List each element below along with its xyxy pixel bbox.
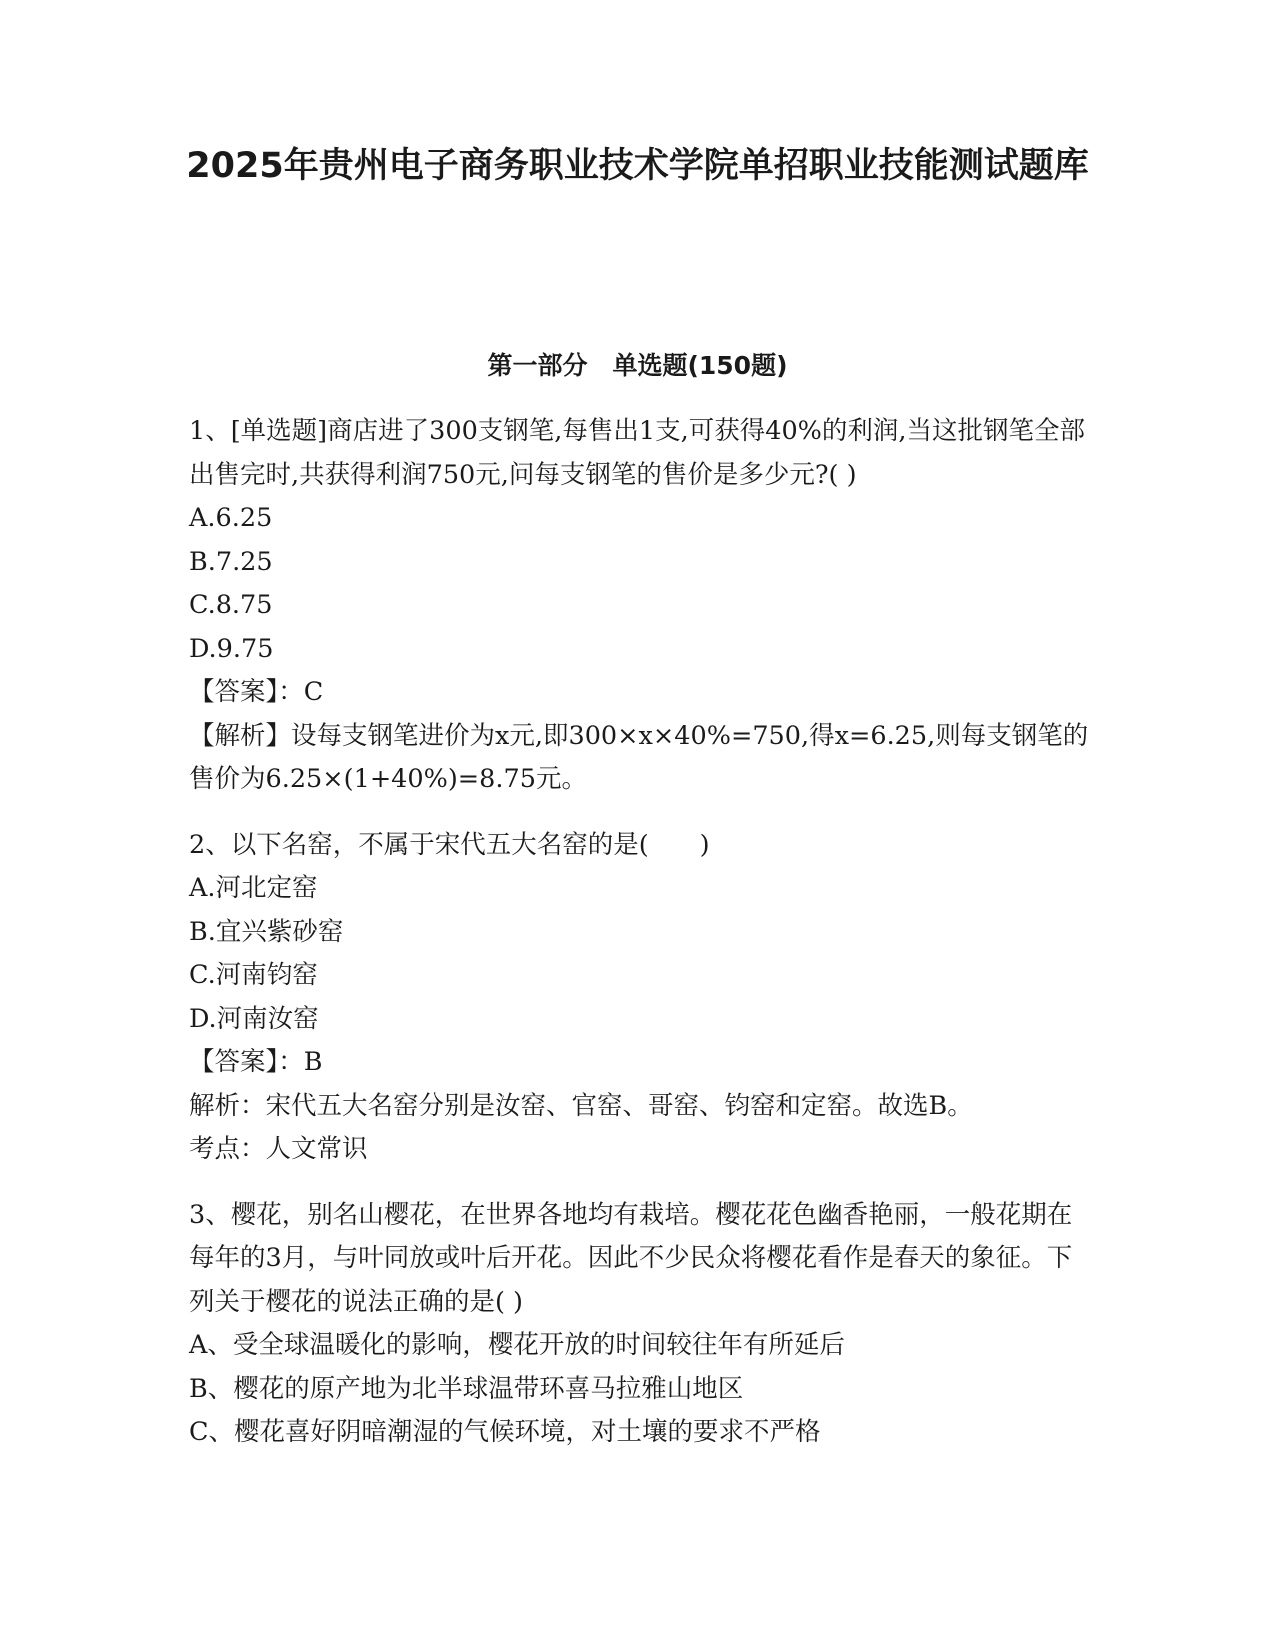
option-c: C.8.75 <box>189 590 273 620</box>
option-a: A.河北定窑 <box>189 873 318 903</box>
answer-text: 【答案】：C <box>189 677 324 707</box>
section-heading: 第一部分 单选题(150题) <box>487 351 788 380</box>
question-1 <box>189 410 1089 802</box>
answer-text: 【答案】：B <box>189 1047 323 1077</box>
question-3 <box>189 1194 1089 1455</box>
option-c: C.河南钧窑 <box>189 960 318 990</box>
option-a: A.6.25 <box>189 503 273 533</box>
option-b: B、樱花的原产地为北半球温带环喜马拉雅山地区 <box>189 1373 744 1404</box>
question-2 <box>189 824 1089 1172</box>
question-list <box>189 410 1089 1477</box>
analysis-text: 【解析】设每支钢笔进价为x元,即300×x×40%=750,得x=6.25,则每支钢笔的售价为6.25×(1+40%)=8.75元。 <box>189 720 1089 794</box>
option-b: B.宜兴紫砂窑 <box>189 916 344 947</box>
question-stem: 2、以下名窑，不属于宋代五大名窑的是( ) <box>189 829 710 860</box>
option-d: D.9.75 <box>189 633 274 664</box>
knowledge-point-text: 考点：人文常识 <box>189 1134 368 1164</box>
analysis-text: 解析：宋代五大名窑分别是汝窑、官窑、哥窑、钧窑和定窑。故选B。 <box>189 1090 973 1121</box>
option-c: C、樱花喜好阴暗潮湿的气候环境，对土壤的要求不严格 <box>189 1417 821 1447</box>
question-stem: 3、樱花，别名山樱花，在世界各地均有栽培。樱花花色幽香艳丽，一般花期在每年的3月，与叶同放或叶后开花。因此不少民众将樱花看作是春天的象征。下列关于樱花的说法正确的是( ) <box>189 1199 1073 1317</box>
option-a: A、受全球温暖化的影响，樱花开放的时间较往年有所延后 <box>189 1330 845 1360</box>
option-b: B.7.25 <box>189 546 273 577</box>
option-d: D.河南汝窑 <box>189 1003 319 1034</box>
question-stem: 1、[单选题]商店进了300支钢笔,每售出1支,可获得40%的利润,当这批钢笔全部出售完时,共获得利润750元,问每支钢笔的售价是多少元?( ) <box>189 416 1086 490</box>
document-title: 2025年贵州电子商务职业技术学院单招职业技能测试题库 <box>186 146 1089 186</box>
